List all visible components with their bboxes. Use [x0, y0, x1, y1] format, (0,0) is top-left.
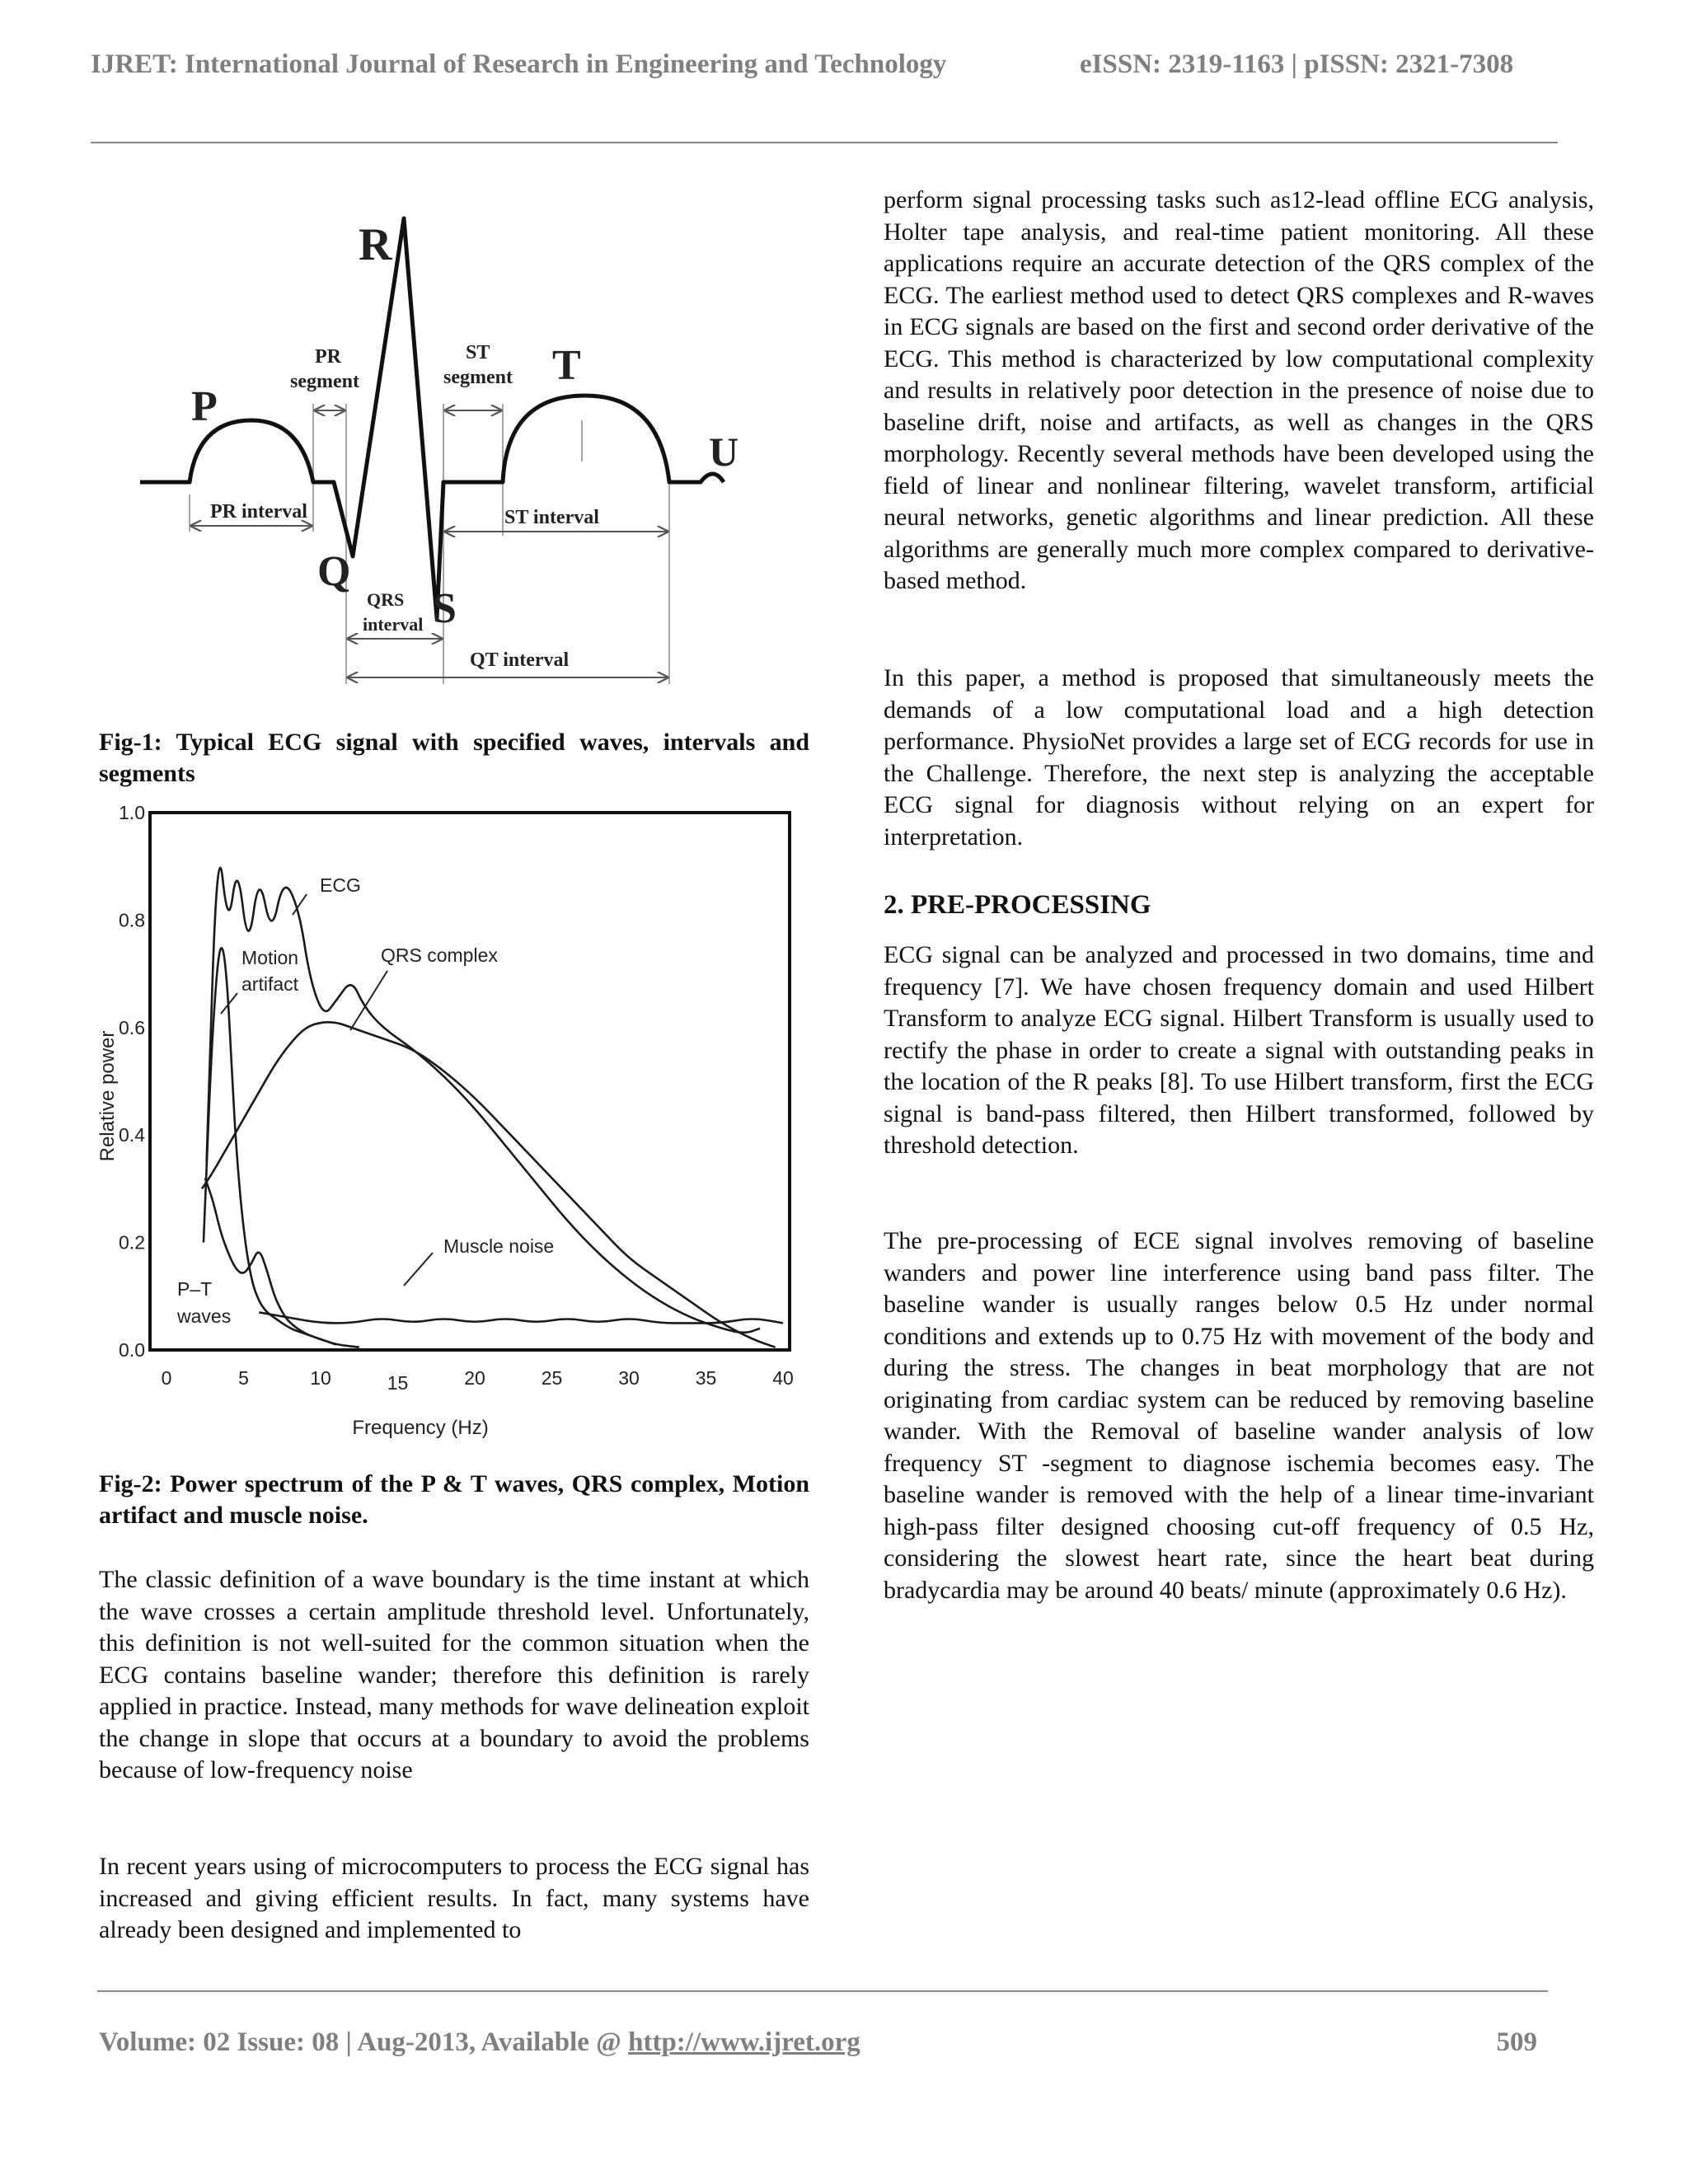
label-st-segment-2: segment: [443, 367, 513, 388]
label-pr-segment-1: PR: [315, 346, 341, 368]
label-st-segment-1: ST: [466, 342, 490, 363]
label-s: S: [433, 585, 457, 632]
muscle-leader-line: [404, 1253, 433, 1286]
label-p: P: [191, 383, 218, 430]
y-tick-label: 0.2: [119, 1231, 145, 1254]
power-spectrum-chart: [96, 791, 809, 1451]
section-heading: 2. PRE-PROCESSING: [884, 890, 1151, 920]
y-tick-label: 0.0: [119, 1339, 145, 1361]
x-tick-label: 15: [387, 1372, 409, 1394]
left-paragraph-2: In recent years using of microcomputers to process the ECG signal has increased and giving efficient results. In fact, many systems have already been designed and implemented to: [99, 1853, 809, 1943]
header-rule: [91, 142, 1558, 143]
x-tick-label: 0: [161, 1367, 172, 1389]
annotation-qrs-complex: QRS complex: [381, 944, 498, 966]
journal-title: IJRET: International Journal of Research in Engineering and Technology: [91, 49, 947, 79]
journal-link[interactable]: http://www.ijret.org: [628, 2027, 860, 2057]
footer-rule: [97, 1990, 1548, 1992]
running-footer: [99, 2027, 1537, 2058]
right-paragraph-2: In this paper, a method is proposed that simultaneously meets the demands of a low computational load and a high detection performance. PhysioNet provides a large set of ECG records for use in the Challenge. Therefore, the next step is analyzing the acceptable ECG signal for diagnosis without relying on an expert for interpretation.: [884, 664, 1594, 851]
ecg-trace: [140, 218, 724, 618]
label-pr-interval: PR interval: [210, 501, 307, 523]
figure2-caption: Fig-2: Power spectrum of the P & T waves, QRS complex, Motion artifact and muscle noise.: [99, 1470, 809, 1529]
label-qrs-interval-2: interval: [363, 614, 424, 635]
label-q: Q: [317, 548, 351, 595]
annotation-waves: waves: [177, 1305, 232, 1327]
x-tick-label: 30: [618, 1367, 640, 1389]
y-axis-label: Relative power: [96, 1030, 119, 1162]
annotation-motion: Motion: [241, 947, 299, 968]
y-tick-label: 0.4: [119, 1124, 145, 1146]
label-t: T: [552, 342, 581, 389]
left-paragraph-1: The classic definition of a wave boundary is the time instant at which the wave crosses a certain amplitude threshold level. Unfortunately, this definition is not well-suited for the common situation when the ECG contains baseline wander; therefore this definition is rarely applied in practice. Instead, many methods for wave delineation exploit the change in slope that occurs at a boundary to avoid the problems because of low-frequency noise: [99, 1566, 809, 1783]
right-paragraph-1: perform signal processing tasks such as12-lead offline ECG analysis, Holter tape analysis, and real-time patient monitoring. All these applications require an accurate detection of the QRS complex of the ECG. The earliest method used to detect QRS complexes and R-waves in ECG signals are based on the first and second order derivative of the ECG. This method is characterized by low computational complexity and results in relatively poor detection in the presence of noise due to baseline drift, noise and artifacts, as well as changes in the QRS morphology. Recently several methods have been developed using the field of linear and nonlinear filtering, wavelet transform, artificial neural networks, genetic algorithms and linear prediction. All these algorithms are generally much more complex compared to derivative-based method.: [884, 186, 1594, 594]
y-tick-label: 0.6: [119, 1016, 145, 1038]
label-u: U: [709, 429, 739, 475]
y-tick-label: 1.0: [119, 802, 145, 823]
label-qt-interval: QT interval: [470, 649, 570, 671]
x-tick-label: 20: [464, 1367, 485, 1389]
label-qrs-interval-1: QRS: [367, 589, 405, 610]
x-tick-label: 10: [310, 1367, 331, 1389]
plot-frame: [150, 813, 790, 1350]
annotation-muscle-noise: Muscle noise: [443, 1235, 555, 1257]
x-tick-label: 5: [238, 1367, 249, 1389]
page-number: 509: [1496, 2027, 1537, 2057]
label-pr-segment-2: segment: [290, 371, 359, 392]
annotation-pt: P–T: [177, 1278, 213, 1300]
ecg-waveform-diagram: [132, 190, 758, 717]
annotation-artifact: artifact: [241, 973, 299, 995]
x-axis-label: Frequency (Hz): [352, 1417, 489, 1439]
x-tick-label: 25: [541, 1367, 563, 1389]
annotation-ecg: ECG: [320, 874, 361, 896]
label-st-interval: ST interval: [504, 507, 599, 528]
x-tick-label: 35: [695, 1367, 717, 1389]
issn-info: eISSN: 2319-1163 | pISSN: 2321-7308: [1080, 49, 1514, 79]
series-ecg: [207, 868, 760, 1333]
series-qrs-complex: [202, 1022, 776, 1347]
footer-volume: Volume: 02 Issue: 08 | Aug-2013, Available @: [99, 2027, 629, 2057]
section-paragraph-2: The pre-processing of ECE signal involves removing of baseline wanders and power line interference using band pass filter. The baseline wander is usually ranges below 0.5 Hz under normal conditions and extends up to 0.75 Hz with movement of the body and during the stress. The changes in beat morphology that are not originating from cardiac system can be reduced by removing baseline wander. With the Removal of baseline wander analysis of low frequency ST -segment to diagnose ischemia becomes easy. The baseline wander is removed with the help of a linear time-invariant high-pass filter designed choosing cut-off frequency of 0.5 Hz, considering the slowest heart rate, since the heart beat during bradycardia may be around 40 beats/ minute (approximately 0.6 Hz).: [884, 1227, 1594, 1604]
x-tick-label: 40: [772, 1367, 794, 1389]
section-paragraph-1: ECG signal can be analyzed and processed in two domains, time and frequency [7]. We have chosen frequency domain and used Hilbert Transform to analyze ECG signal. Hilbert Transform is usually used to rectify the phase in order to create a signal with outstanding peaks in the location of the R peaks [8]. To use Hilbert transform, first the ECG signal is band-pass filtered, then Hilbert transformed, followed by threshold detection.: [884, 941, 1594, 1159]
qrs-leader-line: [350, 971, 387, 1030]
figure1-caption: Fig-1: Typical ECG signal with specified waves, intervals and segments: [99, 729, 809, 787]
label-r: R: [359, 219, 392, 270]
y-tick-label: 0.8: [119, 909, 145, 931]
